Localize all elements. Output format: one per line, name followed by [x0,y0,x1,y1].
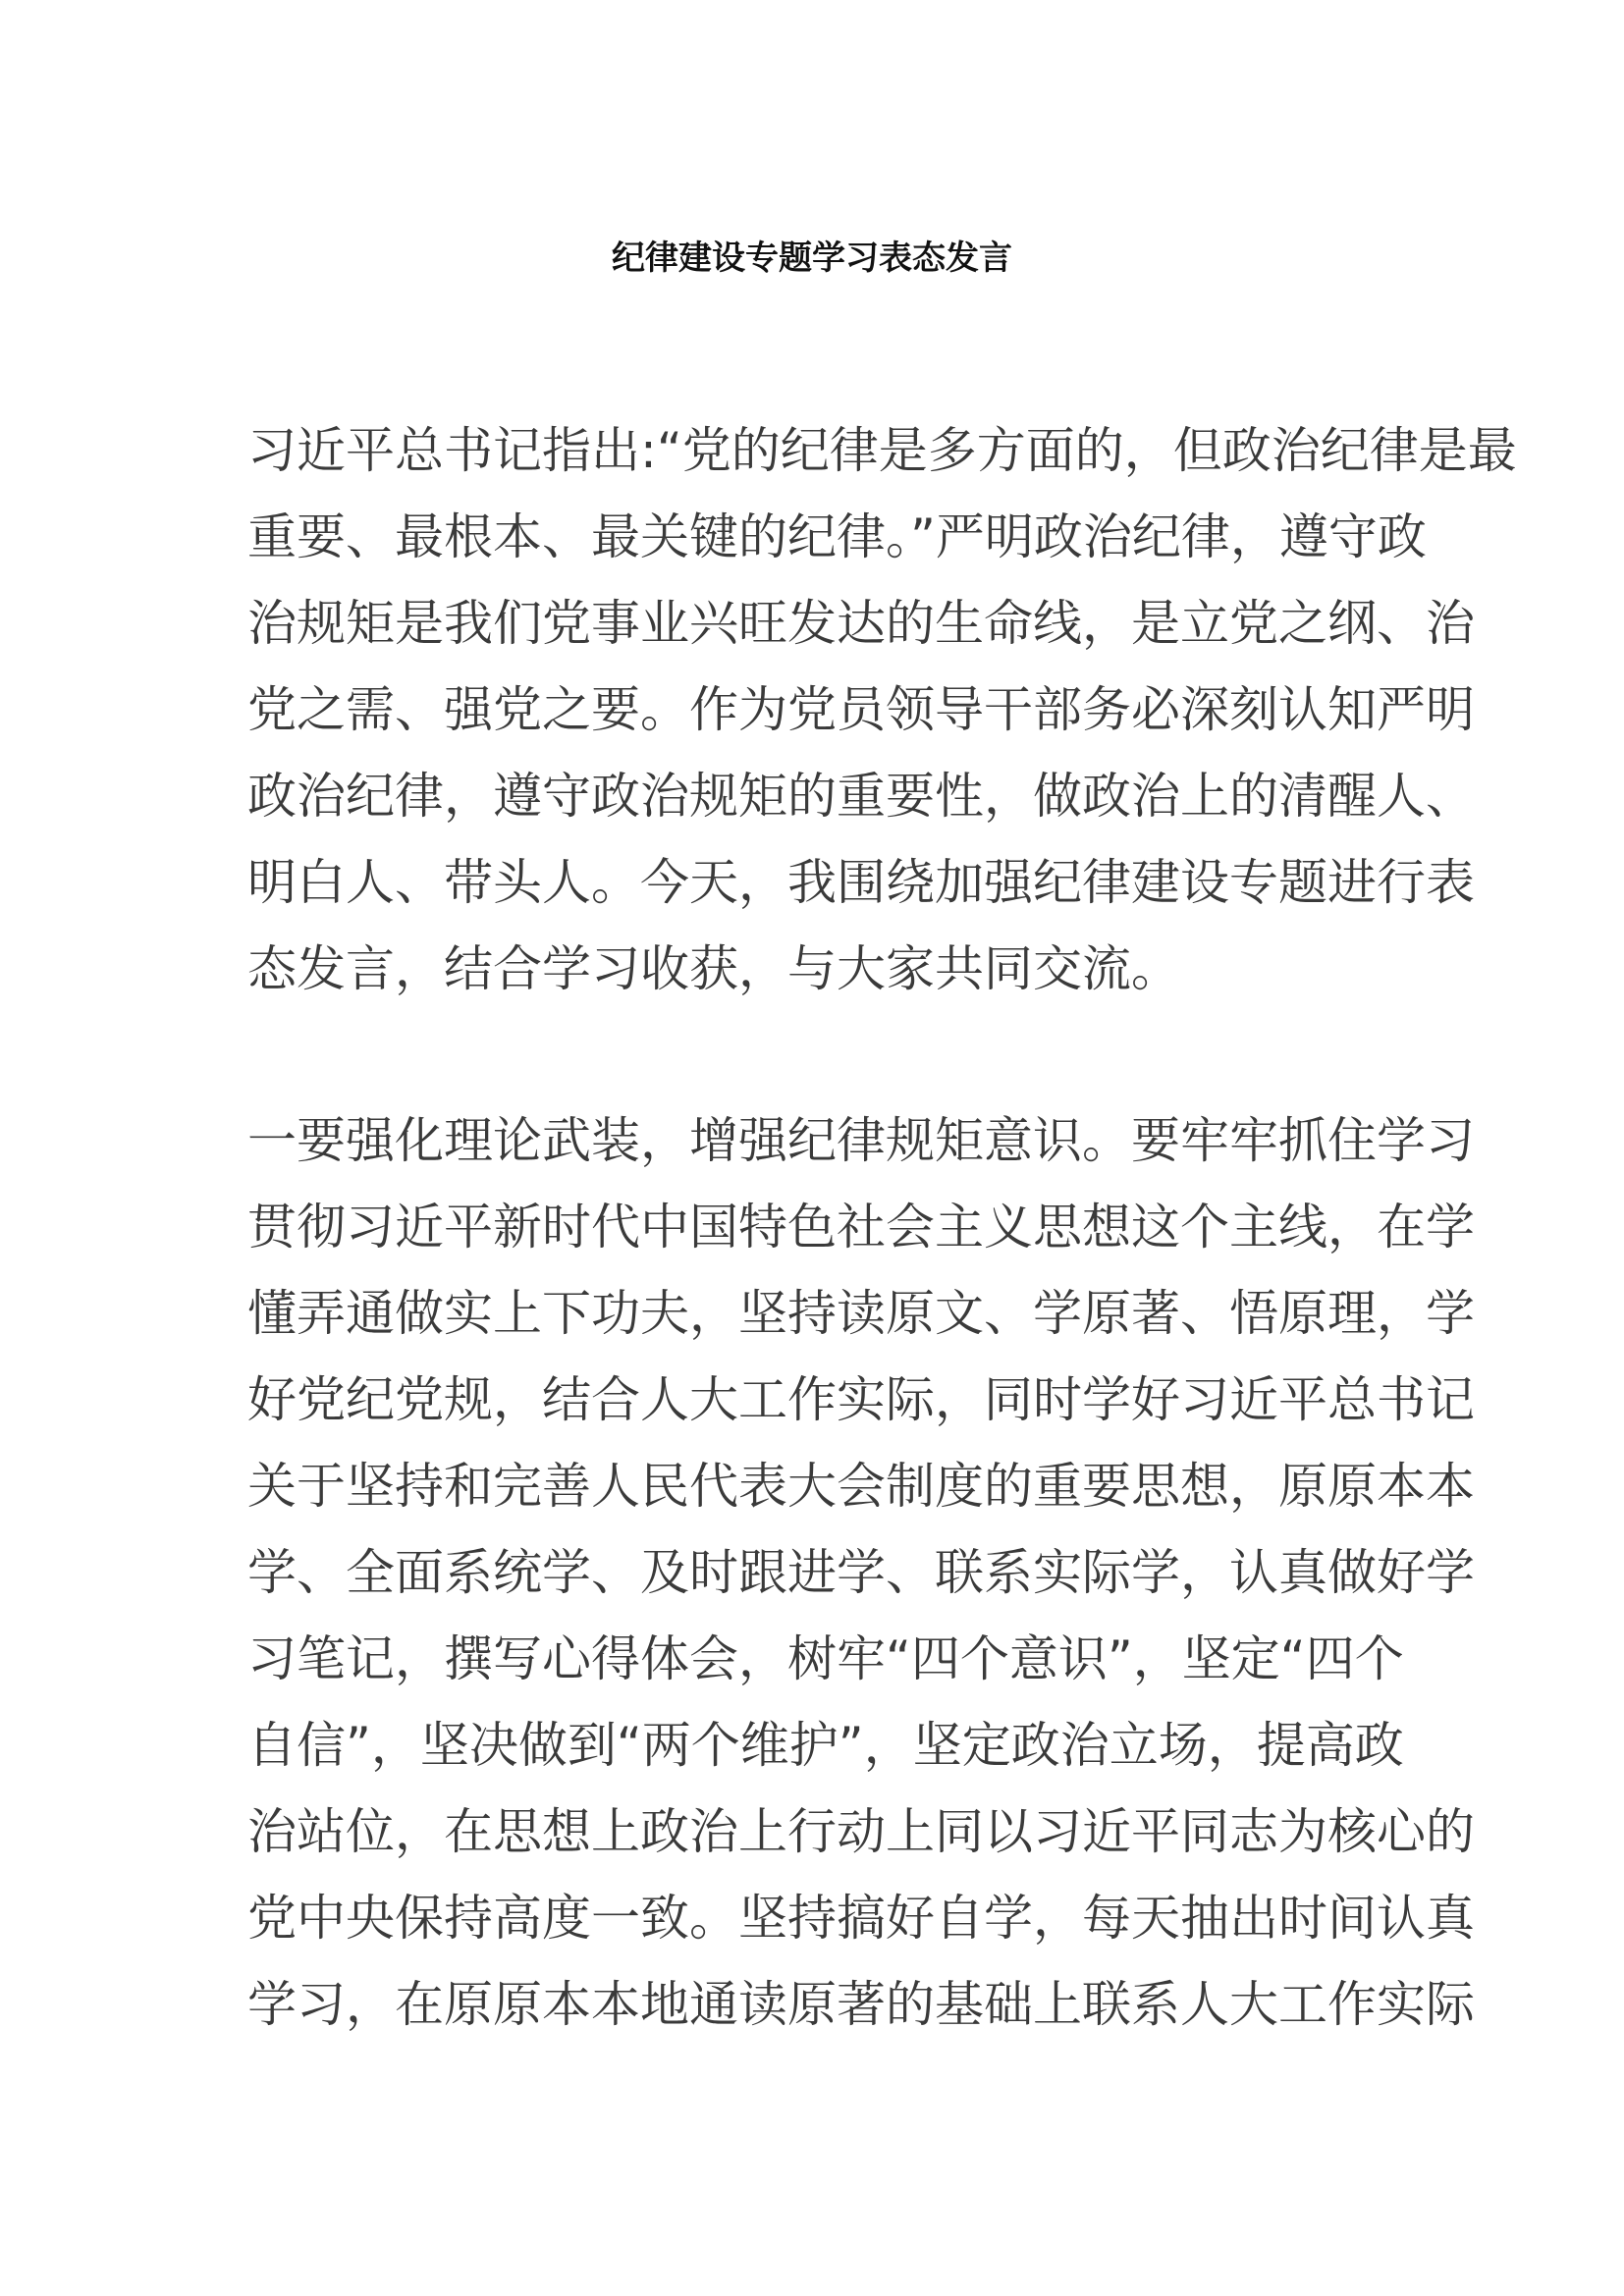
text-line: 习近平总书记指出:“党的纪律是多方面的，但政治纪律是最 [247,422,1517,479]
text-line: 党之需、强党之要。作为党员领导干部务必深刻认知严明 [247,681,1475,738]
text-line: 习笔记，撰写心得体会，树牢“四个意识”，坚定“四个 [247,1630,1404,1687]
text-line: 治规矩是我们党事业兴旺发达的生命线，是立党之纲、治 [247,595,1475,652]
text-line: 一要强化理论武装，增强纪律规矩意识。要牢牢抓住学习 [247,1112,1475,1169]
text-line: 学、全面系统学、及时跟进学、联系实际学，认真做好学 [247,1544,1475,1601]
text-line: 态发言，结合学习收获，与大家共同交流。 [247,940,1180,997]
text-line: 重要、最根本、最关键的纪律。”严明政治纪律，遵守政 [247,508,1427,565]
text-line: 关于坚持和完善人民代表大会制度的重要思想，原原本本 [247,1458,1475,1515]
text-line: 党中央保持高度一致。坚持搞好自学，每天抽出时间认真 [247,1890,1475,1947]
text-line: 好党纪党规，结合人大工作实际，同时学好习近平总书记 [247,1371,1475,1428]
text-line: 自信”，坚决做到“两个维护”，坚定政治立场，提高政 [247,1717,1404,1774]
paragraph-intro [247,407,1517,1012]
document-title: 纪律建设专题学习表态发言 [612,239,1012,278]
text-line: 学习，在原原本本地通读原著的基础上联系人大工作实际 [247,1976,1475,2033]
text-line: 明白人、带头人。今天，我围绕加强纪律建设专题进行表 [247,854,1475,911]
paragraph-point-one [247,1097,1475,2048]
text-line: 贯彻习近平新时代中国特色社会主义思想这个主线，在学 [247,1199,1475,1255]
text-line: 政治纪律，遵守政治规矩的重要性，做政治上的清醒人、 [247,768,1475,825]
text-line: 治站位，在思想上政治上行动上同以习近平同志为核心的 [247,1803,1475,1860]
text-line: 懂弄通做实上下功夫，坚持读原文、学原著、悟原理，学 [247,1285,1475,1342]
